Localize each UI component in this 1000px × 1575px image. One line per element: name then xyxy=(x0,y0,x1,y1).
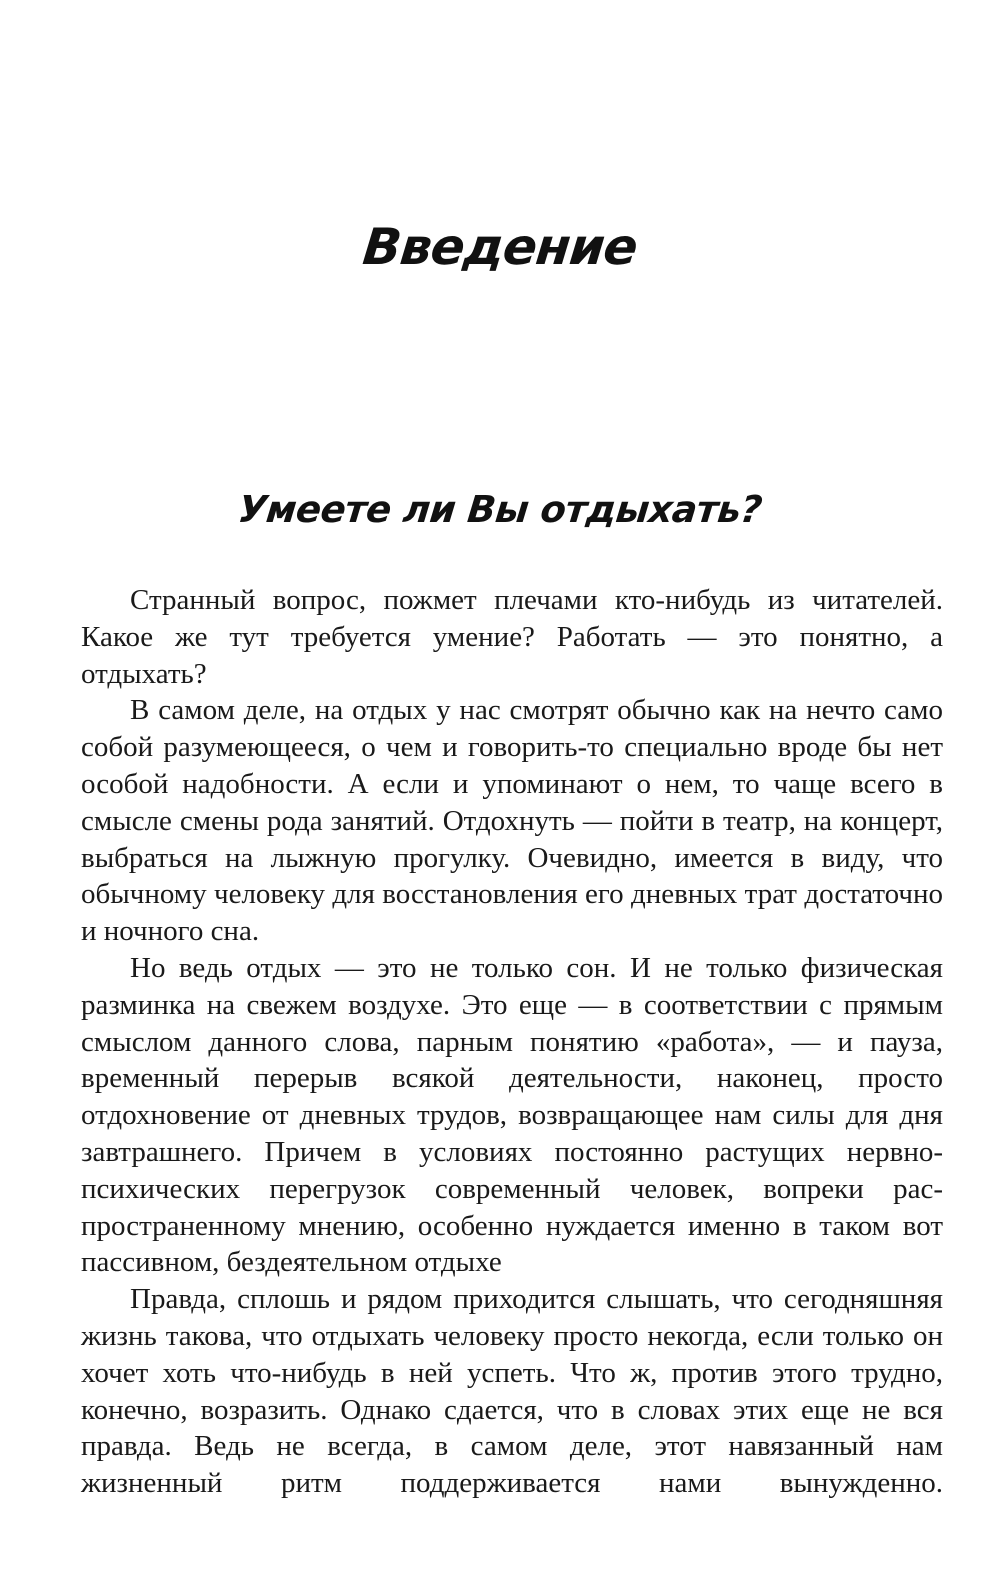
paragraph: Правда, сплошь и рядом приходится слышать, что сегодняшняя жизнь такова, что отдыхать человеку просто некогда, если только он хочет хоть что-нибудь в ней успеть. Что ж, против этого трудно, конечно, возразить. Однако сдается, что в словах этих еще не вся правда. Ведь не всегда, в самом деле, этот навязанный нам жизненный ритм поддерживается нами вынужденно. xyxy=(81,1283,943,1500)
section-title: Умеете ли Вы отдыхать? xyxy=(236,488,764,531)
body-text xyxy=(81,582,943,1502)
paragraph: Странный вопрос, пожмет плечами кто-нибудь из читателей. Какое же тут требуется умение? Работать — это понятно, а отдыхать? xyxy=(81,584,943,690)
paragraph: Но ведь отдых — это не только сон. И не только физическая разминка на свежем воздухе. Это еще — в соответствии с прямым смыслом данного слова, парным понятию «работа», — и пауза, временный перерыв всякой деятельности, наконец, просто отдохновение от дневных трудов, возвращающее нам силы для дня завтрашнего. Причем в условиях постоянно растущих нервно-психических перегрузок современный человек, вопреки распространенному мнению, особенно нуждается именно в таком вот пассивном, бездеятельном отдыхе xyxy=(81,951,943,1279)
chapter-title: Введение xyxy=(360,218,640,276)
paragraph: В самом деле, на отдых у нас смотрят обычно как на нечто само собой разумеющееся, о чем и говорить-то специально вроде бы нет особой надобности. А если и упоминают о нем, то чаще всего в смысле смены рода занятий. Отдохнуть — пойти в театр, на концерт, выбраться на лыжную прогулку. Очевидно, имеется в виду, что обычному человеку для восстановления его дневных трат достаточно и ночного сна. xyxy=(81,694,943,948)
